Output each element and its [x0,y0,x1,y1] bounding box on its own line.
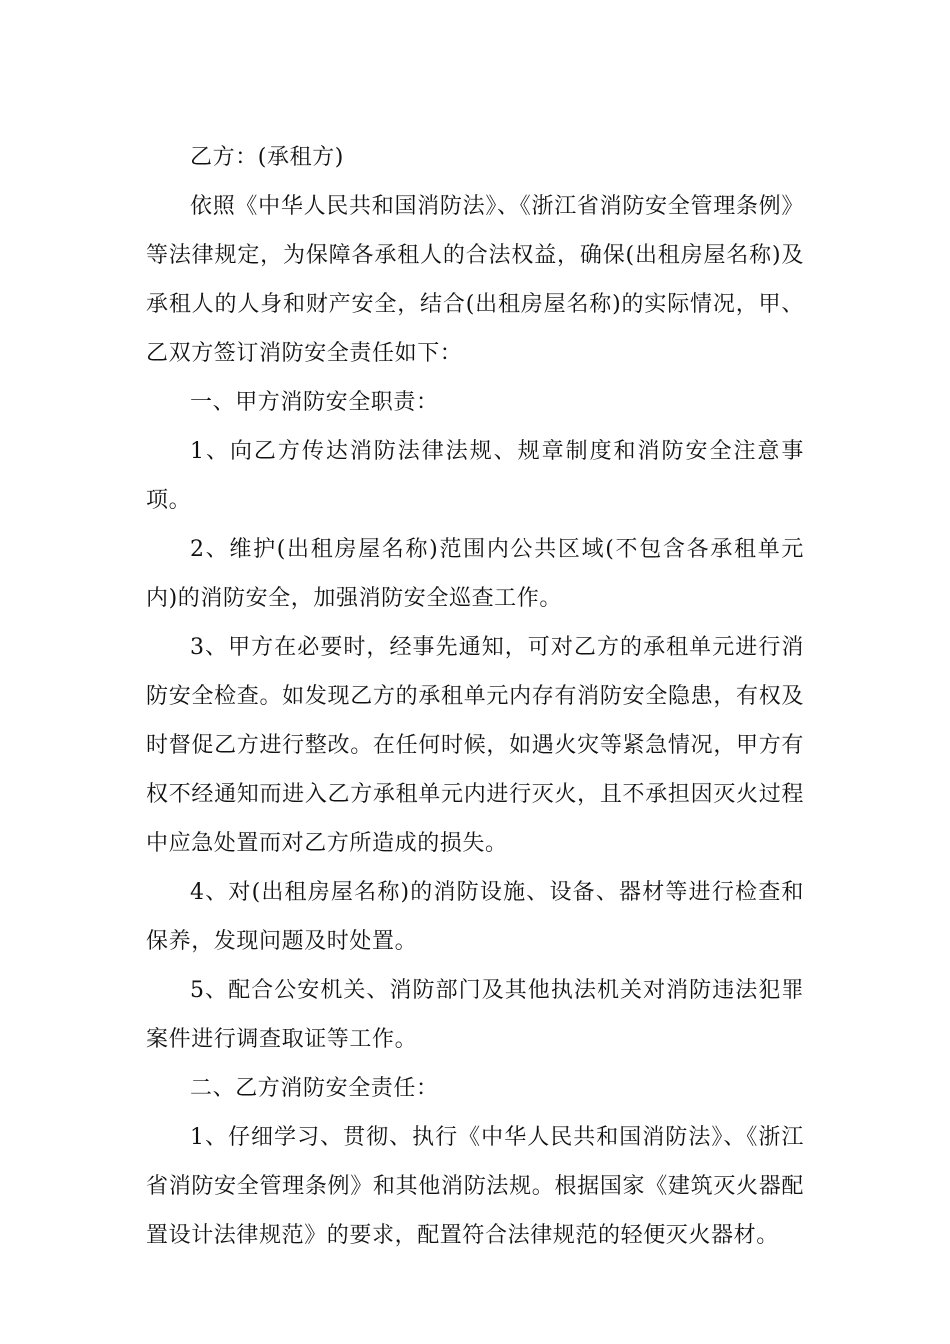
party-a-item-5: 5、配合公安机关、消防部门及其他执法机关对消防违法犯罪案件进行调查取证等工作。 [146,978,804,1052]
intro-paragraph: 依照《中华人民共和国消防法》、《浙江省消防安全管理条例》等法律规定，为保障各承租人的合法权益，确保(出租房屋名称)及承租人的人身和财产安全，结合(出租房屋名称)的实际情况，甲、乙双方签订消防安全责任如下： [146,194,804,366]
party-a-item-1: 1、向乙方传达消防法律法规、规章制度和消防安全注意事项。 [146,439,804,513]
section-heading-party-a: 一、甲方消防安全职责： [190,390,439,415]
party-b-item-1: 1、仔细学习、贯彻、执行《中华人民共和国消防法》、《浙江省消防安全管理条例》和其他消防法规。根据国家《建筑灭火器配置设计法律规范》的要求，配置符合法律规范的轻便灭火器材。 [146,1125,804,1248]
section-heading-party-b: 二、乙方消防安全责任： [190,1076,439,1101]
party-b-line: 乙方：(承租方) [190,145,344,170]
party-a-item-4: 4、对(出租房屋名称)的消防设施、设备、器材等进行检查和保养，发现问题及时处置。 [146,880,804,954]
party-a-item-2: 2、维护(出租房屋名称)范围内公共区域(不包含各承租单元内)的消防安全，加强消防安全巡查工作。 [146,537,804,611]
party-a-item-3: 3、甲方在必要时，经事先通知，可对乙方的承租单元进行消防安全检查。如发现乙方的承租单元内存有消防安全隐患，有权及时督促乙方进行整改。在任何时候，如遇火灾等紧急情况，甲方有权不经通知而进入乙方承租单元内进行灭火，且不承担因灭火过程中应急处置而对乙方所造成的损失。 [146,635,804,856]
